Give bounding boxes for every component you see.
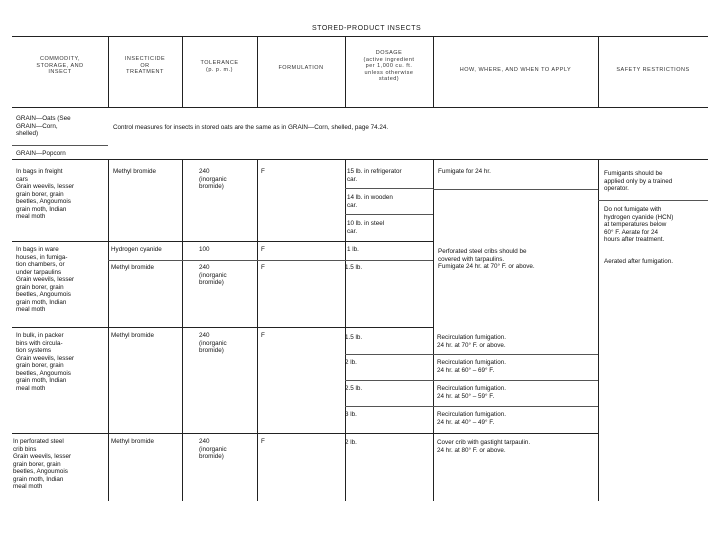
row-rule bbox=[12, 433, 598, 434]
group2-formulation-1: F bbox=[261, 246, 265, 253]
column-divider bbox=[108, 159, 109, 501]
row-rule bbox=[345, 188, 433, 189]
group2-dosage-1: 1 lb. bbox=[347, 246, 359, 253]
group1-dosage-1: 15 lb. in refrigerator car. bbox=[347, 168, 402, 183]
column-divider bbox=[433, 159, 434, 501]
safety-note-3: Aerated after fumigation. bbox=[604, 258, 673, 265]
group1-insecticide: Methyl bromide bbox=[113, 168, 157, 175]
group4-dosage: 2 lb. bbox=[345, 439, 357, 446]
group4-insecticide: Methyl bromide bbox=[111, 438, 155, 445]
row-rule bbox=[12, 241, 433, 242]
group2-tolerance-2: 240 (inorganic bromide) bbox=[199, 264, 227, 287]
group3-dosage-4: 3 lb. bbox=[345, 411, 357, 418]
group3-tolerance: 240 (inorganic bromide) bbox=[199, 332, 227, 355]
group4-how: Cover crib with gastight tarpaulin. 24 hr. at 80° F. or above. bbox=[437, 439, 531, 454]
column-divider bbox=[257, 159, 258, 501]
header-dosage: DOSAGE (active ingredient per 1,000 cu. ft. unless otherwise stated) bbox=[363, 50, 415, 83]
row-rule bbox=[12, 327, 433, 328]
group2-how: Perforated steel cribs should be covered with tarpaulins. Fumigate 24 hr. at 70° F. or above. bbox=[438, 248, 535, 271]
safety-note-1: Fumigants should be applied only by a trained operator. bbox=[604, 170, 673, 193]
popcorn-label: GRAIN—Popcorn bbox=[16, 150, 66, 157]
header-formulation: FORMULATION bbox=[278, 65, 324, 71]
oats-note: Control measures for insects in stored oats are the same as in GRAIN—Corn, shelled, page 74.24. bbox=[113, 124, 389, 131]
oats-commodity: GRAIN—Oats (See GRAIN—Corn, shelled) bbox=[16, 115, 71, 138]
group3-dosage-2: 2 lb. bbox=[345, 359, 357, 366]
group3-dosage-1: 1.5 lb. bbox=[345, 334, 363, 341]
group2-tolerance-1: 100 bbox=[199, 246, 210, 253]
safety-note-2: Do not fumigate with hydrogen cyanide (HCN) at temperatures below 60° F. Aerate for 24 hours after treatment. bbox=[604, 206, 674, 244]
group2-dosage-2: 1.5 lb. bbox=[345, 264, 363, 271]
column-divider bbox=[182, 159, 183, 501]
header-commodity: COMMODITY, STORAGE, AND INSECT bbox=[36, 56, 84, 76]
header-how-where-when: HOW, WHERE, AND WHEN TO APPLY bbox=[459, 67, 572, 73]
header-tolerance: TOLERANCE (p. p. m.) bbox=[200, 60, 239, 73]
row-rule bbox=[12, 145, 108, 146]
row-rule bbox=[12, 159, 708, 160]
row-rule bbox=[345, 354, 598, 355]
row-rule bbox=[108, 260, 433, 261]
group3-commodity: In bulk, in packer bins with circula- tion systems Grain weevils, lesser grain borer, grain beetles, Angoumois grain moth, Indian meal moth bbox=[16, 332, 75, 392]
header-insecticide: INSECTICIDE OR TREATMENT bbox=[124, 56, 166, 76]
group1-how: Fumigate for 24 hr. bbox=[438, 168, 491, 175]
group4-formulation: F bbox=[261, 438, 265, 445]
group3-formulation: F bbox=[261, 332, 265, 339]
group1-dosage-3: 10 lb. in steel car. bbox=[347, 220, 385, 235]
group3-insecticide: Methyl bromide bbox=[111, 332, 155, 339]
group4-commodity: In perforated steel crib bins Grain weevils, lesser grain borer, grain beetles, Angoumois grain moth, Indian meal moth bbox=[13, 438, 72, 491]
row-rule bbox=[345, 380, 598, 381]
header-bottom-rule bbox=[12, 107, 708, 108]
group2-insecticide-2: Methyl bromide bbox=[111, 264, 155, 271]
group1-tolerance: 240 (inorganic bromide) bbox=[199, 168, 227, 191]
group2-insecticide-1: Hydrogen cyanide bbox=[111, 246, 162, 253]
group2-commodity: In bags in ware houses, in fumiga- tion chambers, or under tarpaulins Grain weevils, lesser grain borer, grain beetles, Angoumois grain moth, Indian meal moth bbox=[16, 246, 75, 314]
top-rule bbox=[12, 36, 708, 37]
row-rule bbox=[598, 200, 708, 201]
column-divider bbox=[345, 159, 346, 501]
group3-how-4: Recirculation fumigation. 24 hr. at 40° – 49° F. bbox=[437, 411, 506, 426]
page-title: STORED-PRODUCT INSECTS bbox=[312, 25, 422, 32]
row-rule bbox=[345, 406, 598, 407]
group1-formulation: F bbox=[261, 168, 265, 175]
group3-how-3: Recirculation fumigation. 24 hr. at 50° – 59° F. bbox=[437, 385, 506, 400]
row-rule bbox=[345, 214, 433, 215]
group3-how-1: Recirculation fumigation. 24 hr. at 70° F. or above. bbox=[437, 334, 506, 349]
group1-commodity: In bags in freight cars Grain weevils, lesser grain borer, grain beetles, Angoumois grain moth, Indian meal moth bbox=[16, 168, 75, 221]
group3-dosage-3: 2.5 lb. bbox=[345, 385, 363, 392]
group4-tolerance: 240 (inorganic bromide) bbox=[199, 438, 227, 461]
group2-formulation-2: F bbox=[261, 264, 265, 271]
group1-dosage-2: 14 lb. in wooden car. bbox=[347, 194, 393, 209]
header-safety: SAFETY RESTRICTIONS bbox=[616, 67, 690, 73]
group3-how-2: Recirculation fumigation. 24 hr. at 60° – 69° F. bbox=[437, 359, 506, 374]
column-divider bbox=[598, 159, 599, 501]
row-rule bbox=[433, 189, 598, 190]
